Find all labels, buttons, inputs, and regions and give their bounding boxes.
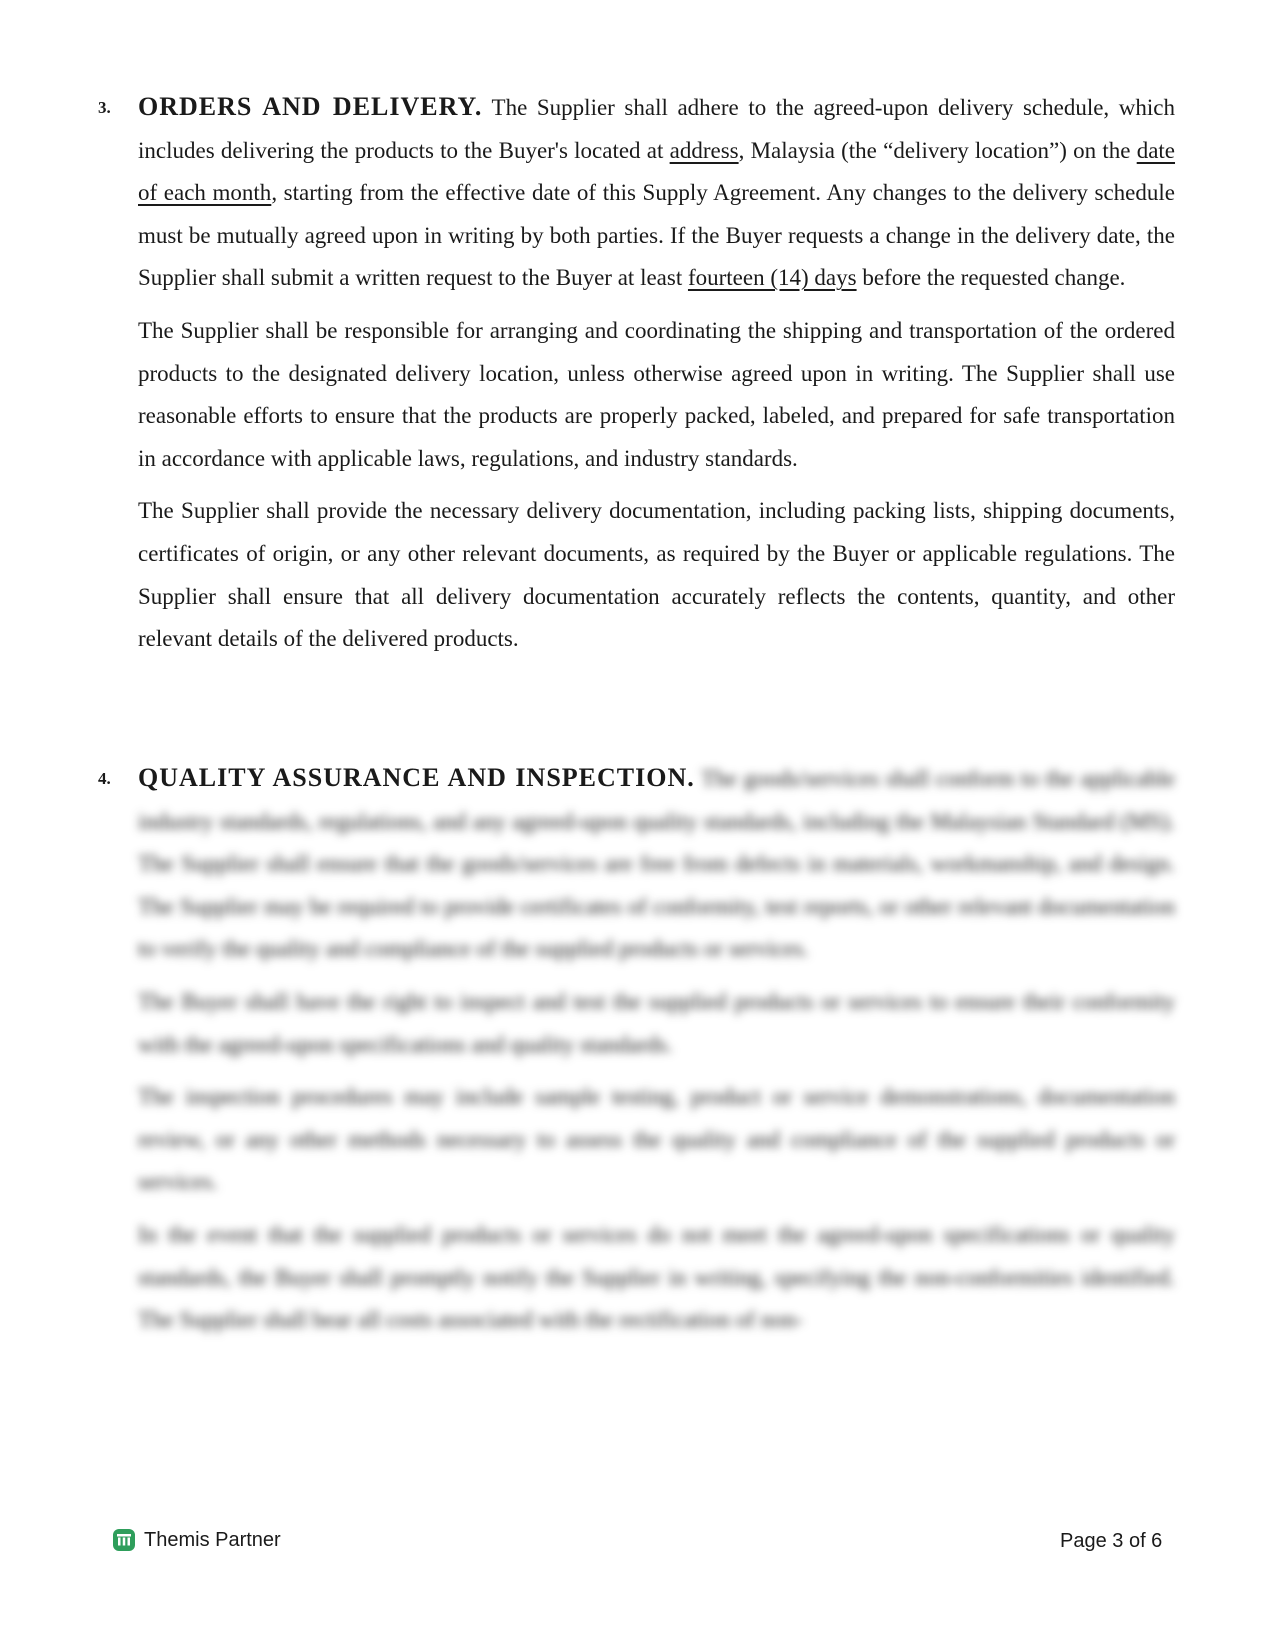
section-quality-assurance: [98, 757, 1178, 1352]
blurred-paragraph: The Buyer shall have the right to inspect and test the supplied products or services to ensure their conformity with the agreed-upon specifications and quality standards.: [138, 988, 1175, 1057]
blurred-paragraph: The inspection procedures may include sample testing, product or service demonstrations, documentation review, or any other methods necessary to assess the quality and compliance of the supplied products or services.: [138, 1084, 1175, 1195]
paragraph: The Supplier shall be responsible for arranging and coordinating the shipping and transportation of the ordered products to the designated delivery location, unless otherwise agreed upon in writing. The Supplier shall use reasonable efforts to ensure that the products are properly packed, labeled, and prepared for safe transportation in accordance with applicable laws, regulations, and industry standards.: [138, 317, 1175, 471]
placeholder-date: date of each month: [138, 137, 1176, 206]
section-heading: ORDERS AND DELIVERY.: [138, 92, 483, 121]
paragraph-text: The Supplier shall adhere to the agreed-upon delivery schedule, which includes delivering the products to the Buyer's located at: [138, 95, 1175, 163]
paragraph-text: , Malaysia (the “delivery location”) on the: [738, 137, 1137, 163]
section-number: 4.: [98, 769, 111, 788]
page-number: Page 3 of 6: [1060, 1530, 1163, 1552]
blurred-text: The goods/services shall conform to the applicable industry standards, regulations, and any agreed-upon quality standards, including the Malaysian Standard (MS). The Supplier shall ensure that the goods/services are free from defects in materials, workmanship, and design. The Supplier may be required to provide certificates of conformity, test reports, or other relevant documentation to verify the quality and compliance of the supplied products or services.: [138, 766, 1175, 962]
placeholder-days: fourteen (14) days: [687, 265, 857, 291]
paragraph: [138, 757, 1175, 971]
section-orders-delivery: [98, 86, 1178, 671]
blurred-paragraph: In the event that the supplied products or services do not meet the agreed-upon specifications or quality standards, the Buyer shall promptly notify the Supplier in writing, specifying the non-conformities identified. The Supplier shall bear all costs associated with the rectification of non-: [138, 1221, 1175, 1333]
paragraph-text: before the requested change.: [856, 265, 1126, 291]
paragraph-text: , starting from the effective date of this Supply Agreement. Any changes to the delivery schedule must be mutually agreed upon in writing by both parties. If the Buyer requests a change in the delivery date, the Supplier shall submit a written request to the Buyer at least: [138, 180, 1175, 291]
footer-brand: [112, 1528, 281, 1552]
paragraph: The Supplier shall provide the necessary delivery documentation, including packing lists, shipping documents, certificates of origin, or any other relevant documents, as required by the Buyer or applicable regulations. The Supplier shall ensure that all delivery documentation accurately reflects the contents, quantity, and other relevant details of the delivered products.: [138, 498, 1175, 652]
section-heading: QUALITY ASSURANCE AND INSPECTION.: [138, 763, 695, 792]
section-number: 3.: [98, 98, 111, 117]
paragraph: [138, 86, 1175, 300]
placeholder-address: address: [669, 137, 739, 163]
brand-name: Themis Partner: [144, 1528, 281, 1551]
themis-logo-icon: [112, 1528, 136, 1552]
